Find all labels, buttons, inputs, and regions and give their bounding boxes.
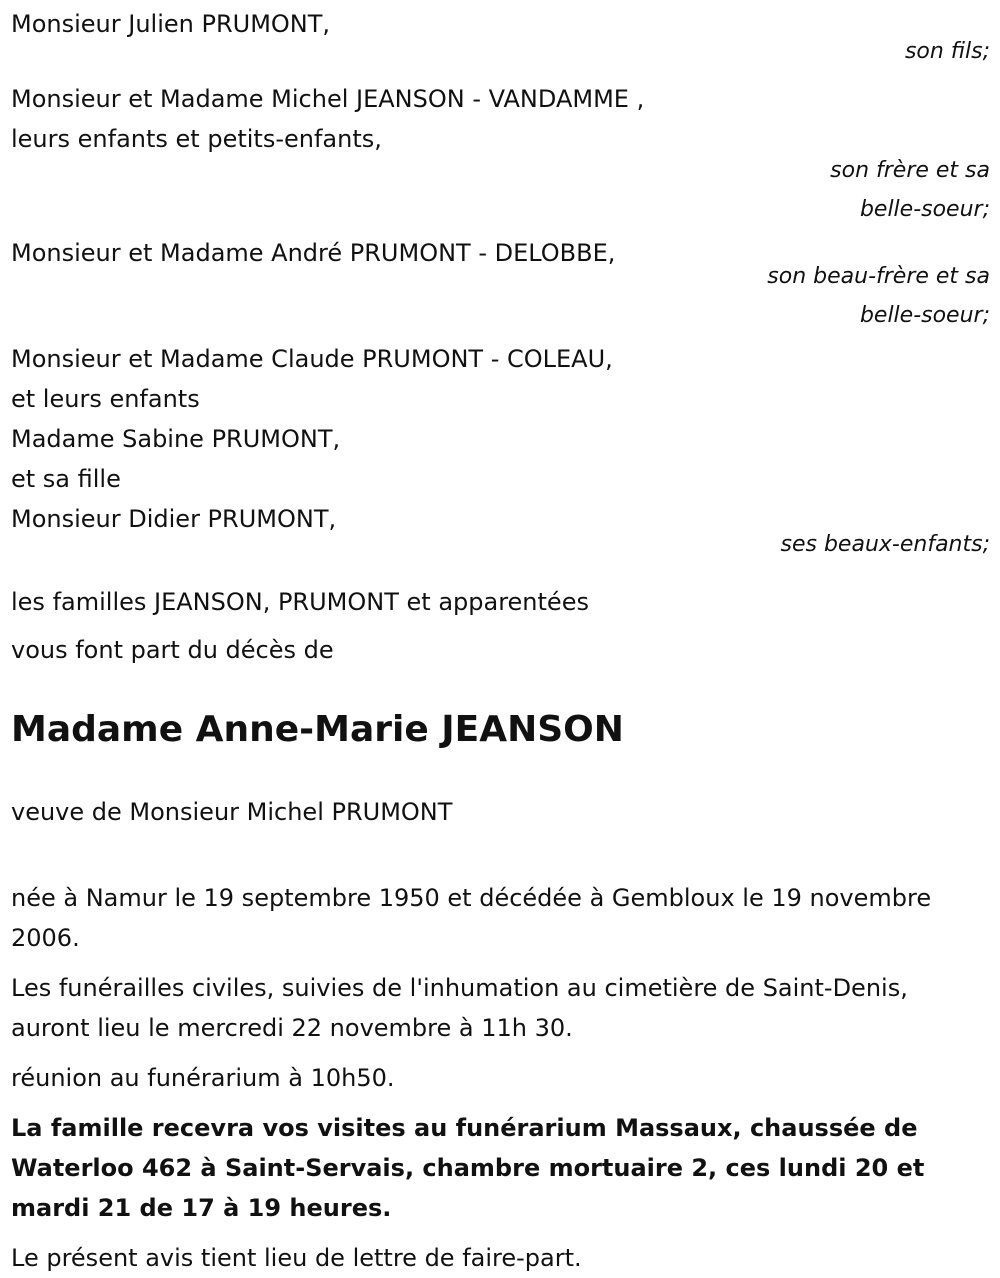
stepchildren-line: et leurs enfants [11, 385, 200, 413]
stepchildren-line: Monsieur Didier PRUMONT, [11, 505, 337, 533]
son-block [11, 0, 990, 71]
brother-block [11, 79, 990, 229]
brother-in-law-name: Monsieur et Madame André PRUMONT - DELOBBE, [11, 239, 616, 267]
meeting-paragraph: réunion au funérarium à 10h50. [11, 1064, 395, 1092]
brother-name: Monsieur et Madame Michel JEANSON - VANDAMME , [11, 85, 645, 113]
brother-relation-line1: son frère et sa [830, 158, 990, 183]
families-line: les familles JEANSON, PRUMONT et apparentées [11, 588, 589, 616]
birth-death-paragraph: née à Namur le 19 septembre 1950 et décédée à Gembloux le 19 novembre 2006. [11, 884, 932, 952]
announcement-line: vous font part du décès de [11, 636, 334, 664]
brother-in-law-block [11, 233, 990, 335]
stepchildren-relation: ses beaux-enfants; [780, 532, 990, 557]
brother-relation-line2: belle-soeur; [859, 197, 990, 222]
son-name: Monsieur Julien PRUMONT, [11, 10, 331, 38]
brother-in-law-relation-line2: belle-soeur; [859, 303, 990, 328]
visits-paragraph: La famille recevra vos visites au funérarium Massaux, chaussée de Waterloo 462 à Saint-Servais, chambre mortuaire 2, ces lundi 20 et mardi 21 de 17 à 19 heures. [11, 1114, 925, 1222]
deceased-name: Madame Anne-Marie JEANSON [11, 709, 624, 750]
notice-paragraph: Le présent avis tient lieu de lettre de faire-part. [11, 1244, 582, 1272]
stepchildren-line: et sa fille [11, 465, 121, 493]
ceremony-paragraph: Les funérailles civiles, suivies de l'inhumation au cimetière de Saint-Denis, auront lieu le mercredi 22 novembre à 11h 30. [11, 974, 908, 1042]
widow-line: veuve de Monsieur Michel PRUMONT [11, 798, 453, 826]
stepchildren-block [11, 339, 990, 564]
stepchildren-line: Madame Sabine PRUMONT, [11, 425, 341, 453]
son-relation: son fils; [904, 39, 990, 64]
brother-extra: leurs enfants et petits-enfants, [11, 125, 382, 153]
stepchildren-line: Monsieur et Madame Claude PRUMONT - COLEAU, [11, 345, 613, 373]
brother-in-law-relation-line1: son beau-frère et sa [767, 264, 990, 289]
